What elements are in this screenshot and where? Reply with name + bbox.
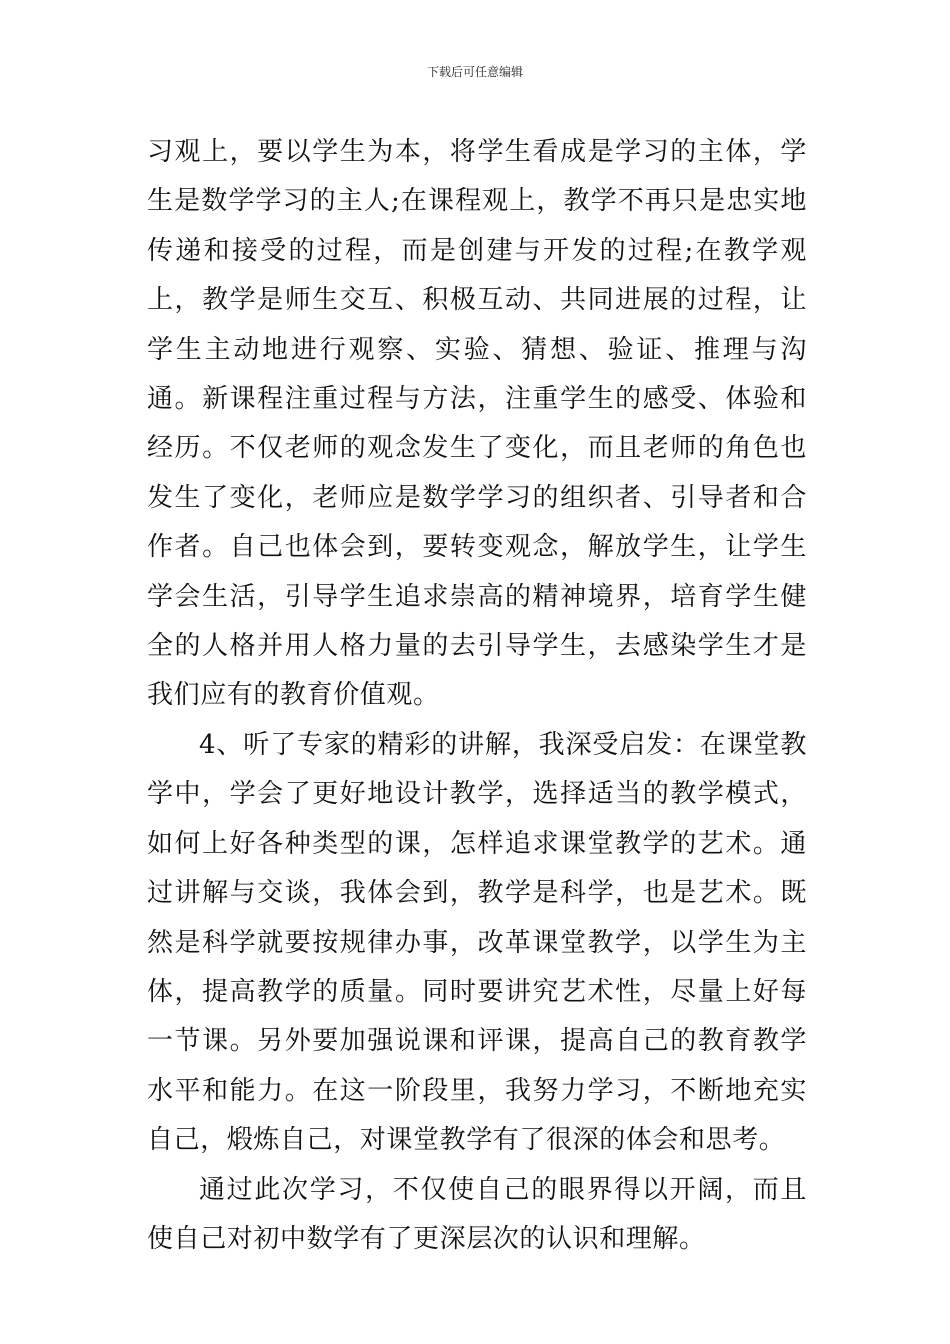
page-header-note: 下载后可任意编辑 [426,65,523,79]
paragraph-conclusion: 通过此次学习，不仅使自己的眼界得以开阔，而且使自己对初中数学有了更深层次的认识和理解。 [147,1174,807,1254]
paragraph-continuation: 习观上，要以学生为本，将学生看成是学习的主体，学生是数学学习的主人;在课程观上，教学不再只是忠实地传递和接受的过程，而是创建与开发的过程;在教学观上，教学是师生交互、积极互动、共同进展的过程，让学生主动地进行观察、实验、猜想、验证、推理与沟通。新课程注重过程与方法，注重学生的感受、体验和经历。不仅老师的观念发生了变化，而且老师的角色也发生了变化，老师应是数学学习的组织者、引导者和合作者。自己也体会到，要转变观念，解放学生，让学生学会生活，引导学生追求崇高的精神境界，培育学生健全的人格并用人格力量的去引导学生，去感染学生才是我们应有的教育价值观。 [147,137,807,711]
document-body [147,128,807,1264]
paragraph-expert-lecture: 4、听了专家的精彩的讲解，我深受启发：在课堂教学中，学会了更好地设计教学，选择适当的教学模式，如何上好各种类型的课，怎样追求课堂教学的艺术。通过讲解与交谈，我体会到，教学是科学，也是艺术。既然是科学就要按规律办事，改革课堂教学，以学生为主体，提高教学的质量。同时要讲究艺术性，尽量上好每一节课。另外要加强说课和评课，提高自己的教育教学水平和能力。在这一阶段里，我努力学习，不断地充实自己，煅炼自己，对课堂教学有了很深的体会和思考。 [147,729,807,1156]
